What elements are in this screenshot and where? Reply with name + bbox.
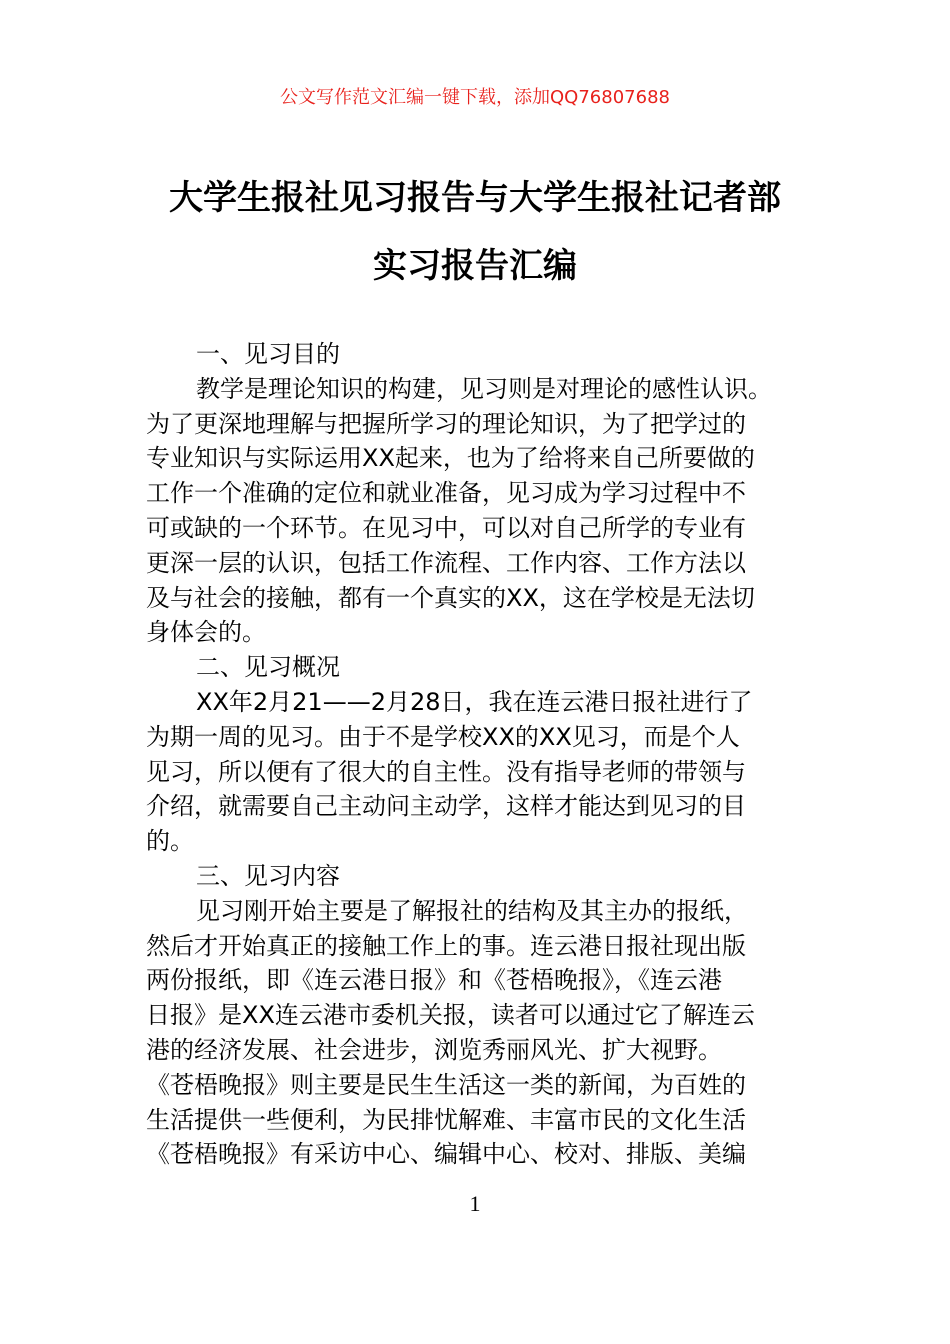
paragraph-line: XX年2月21——2月28日，我在连云港日报社进行了 (196, 687, 753, 716)
paragraph-line: 更深一层的认识，包括工作流程、工作内容、工作方法以 (146, 548, 746, 577)
page-number: 1 (469, 1191, 481, 1216)
section-heading-content: 三、见习内容 (196, 861, 340, 890)
paragraph-line: 见习刚开始主要是了解报社的结构及其主办的报纸， (196, 896, 748, 925)
paragraph-line: 《苍梧晚报》则主要是民生生活这一类的新闻，为百姓的 (146, 1070, 746, 1099)
paragraph-line: 为了更深地理解与把握所学习的理论知识，为了把学过的 (146, 409, 746, 438)
paragraph-line: 见习，所以便有了很大的自主性。没有指导老师的带领与 (146, 757, 746, 786)
paragraph-line: 日报》是XX连云港市委机关报，读者可以通过它了解连云 (146, 1001, 755, 1030)
header-note: 公文写作范文汇编一键下载，添加QQ76807688 (280, 87, 670, 108)
paragraph-line: 的。 (146, 827, 194, 856)
paragraph-line: 《苍梧晚报》有采访中心、编辑中心、校对、排版、美编 (146, 1140, 746, 1169)
paragraph-line: 介绍，就需要自己主动问主动学，这样才能达到见习的目 (146, 792, 746, 821)
paragraph-line: 为期一周的见习。由于不是学校XX的XX见习，而是个人 (146, 722, 740, 751)
paragraph-line: 教学是理论知识的构建，见习则是对理论的感性认识。 (196, 374, 772, 403)
paragraph-line: 港的经济发展、社会进步，浏览秀丽风光、扩大视野。 (146, 1035, 722, 1064)
paragraph-line: 然后才开始真正的接触工作上的事。连云港日报社现出版 (146, 931, 746, 960)
body-text (146, 337, 808, 1172)
paragraph-line: 身体会的。 (146, 618, 266, 647)
paragraph-line: 两份报纸，即《连云港日报》和《苍梧晚报》，《连云港 (146, 966, 722, 995)
paragraph-line: 专业知识与实际运用XX起来，也为了给将来自己所要做的 (146, 444, 755, 473)
section-heading-overview: 二、见习概况 (196, 653, 340, 682)
document-title-line-2: 实习报告汇编 (373, 246, 577, 286)
section-heading-purpose: 一、见习目的 (196, 340, 340, 368)
paragraph-line: 及与社会的接触，都有一个真实的XX，这在学校是无法切 (146, 583, 755, 612)
document-title-line-1: 大学生报社见习报告与大学生报社记者部 (169, 178, 781, 218)
paragraph-line: 可或缺的一个环节。在见习中，可以对自己所学的专业有 (146, 513, 746, 542)
paragraph-line: 工作一个准确的定位和就业准备，见习成为学习过程中不 (146, 479, 746, 508)
paragraph-line: 生活提供一些便利，为民排忧解难、丰富市民的文化生活 (146, 1105, 746, 1134)
